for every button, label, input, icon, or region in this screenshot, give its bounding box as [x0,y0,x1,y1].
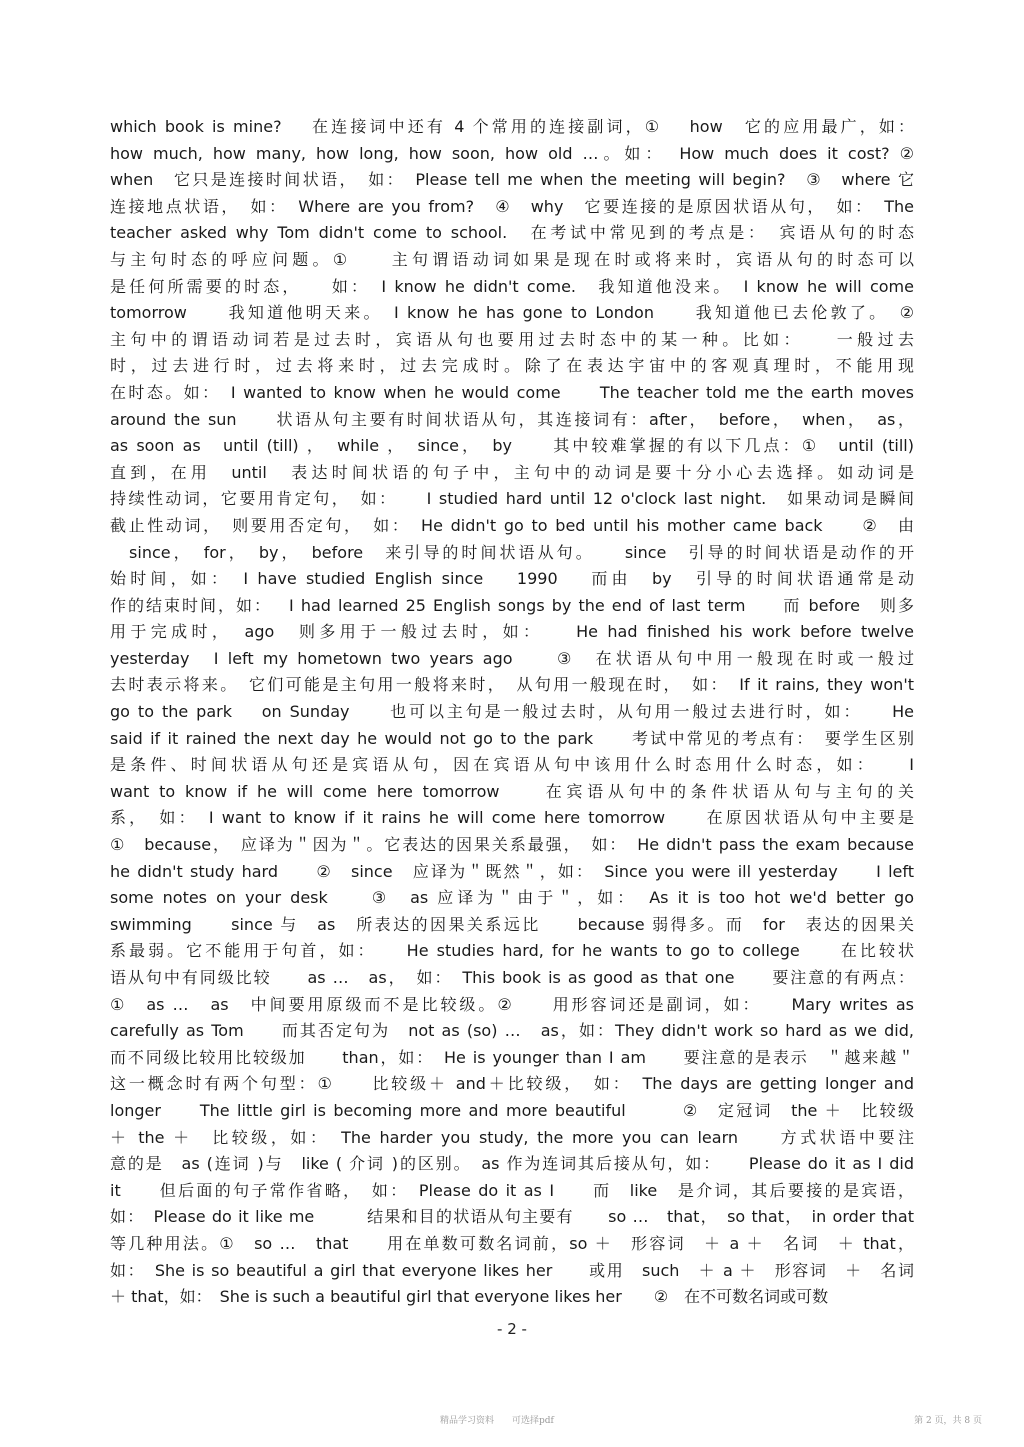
text-line: ① as … as 中间要用原级而不是比较级。② 用形容词还是副词，如： Mary writes as [110,994,914,1014]
text-line: said if it rained the next day he would not go to the park 考试中常见的考点有： 要学生区别 [110,728,914,748]
text-line: 用于完成时， ago 则多用于一般过去时，如： He had finished his work before twelve [110,622,914,642]
text-line: since， for， by， before 来引导的时间状语从句。 since 引导的时间状语是动作的开 [110,542,914,562]
text-line: 与主句时态的呼应问题。① 主句谓语动词如果是现在时或将来时，宾语从句的时态可以 [110,249,914,269]
text-line: 时，过去进行时，过去将来时，过去完成时。除了在表达宇宙中的客观真理时，不能用现 [110,356,914,376]
text-line: ＋ that，如： She is such a beautiful girl that everyone likes her ② 在不可数名词或可数 [110,1287,829,1307]
text-line: 等几种用法。① so … that 用在单数可数名词前，so ＋ 形容词 ＋ a ＋ 名词 ＋ that， [110,1233,914,1253]
text-line: carefully as Tom 而其否定句为 not as (so) … as，如：They didn't work so hard as we did, [110,1021,914,1041]
text-line: 系， 如： I want to know if it rains he will come here tomorrow 在原因状语从句中主要是 [110,808,914,828]
text-line: it 但后面的句子常作省略， 如： Please do it as I 而 like 是介词，其后要接的是宾语， [110,1180,914,1200]
text-line: 是任何所需要的时态， 如： I know he didn't come. 我知道他没来。 I know he will come [110,276,914,296]
text-line: ① because， 应译为＂因为＂。它表达的因果关系最强， 如： He didn't pass the exam because [110,835,914,855]
text-line: 如： She is so beautiful a girl that everyone likes her 或用 such ＋ a ＋ 形容词 ＋ 名词 [110,1260,914,1280]
text-line: 直到，在用 until 表达时间状语的句子中，主句中的动词是要十分小心去选择。如动词是 [110,462,914,482]
text-line: swimming since 与 as 所表达的因果关系远比 because 弱得多。而 for 表达的因果关 [110,914,914,934]
text-line: 截止性动词， 则要用否定句， 如： He didn't go to bed until his mother came back ② 由 [110,515,914,535]
text-line: go to the park on Sunday 也可以主句是一般过去时，从句用一般过去进行时，如： He [110,702,914,722]
text-line: 而不同级比较用比较级加 than，如： He is younger than I am 要注意的是表示 ＂越来越＂ [110,1047,914,1067]
text-line: when 它只是连接时间状语， 如： Please tell me when the meeting will begin? ③ where 它 [110,170,914,190]
text-line: 始时间，如： I have studied English since 1990 而由 by 引导的时间状语通常是动 [110,569,914,589]
text-line: 是条件、时间状语从句还是宾语从句，因在宾语从句中该用什么时态用什么时态，如： I [110,755,914,775]
text-line: ＋ the ＋ 比较级，如： The harder you study, the more you can learn 方式状语中要注 [110,1127,914,1147]
text-line: 作的结束时间，如： I had learned 25 English songs by the end of last term 而 before 则多 [110,595,914,615]
text-line: yesterday I left my hometown two years ago ③ 在状语从句中用一般现在时或一般过 [110,648,914,668]
text-line: longer The little girl is becoming more and more beautiful ② 定冠词 the ＋ 比较级 [110,1100,914,1120]
text-line: he didn't study hard ② since 应译为＂既然＂，如： Since you were ill yesterday I left [110,861,914,881]
text-line: 语从句中有同级比较 as … as， 如： This book is as good as that one 要注意的有两点： [110,968,914,987]
text-line: tomorrow 我知道他明天来。 I know he has gone to London 我知道他已去伦敦了。 ② [110,303,914,323]
text-line: 持续性动词，它要用肯定句， 如： I studied hard until 12 o'clock last night. 如果动词是瞬间 [110,489,914,509]
text-line: 如： Please do it like me 结果和目的状语从句主要有 so … that， so that， in order that [110,1207,914,1227]
text-line: 这一概念时有两个句型：① 比较级＋ and＋比较级， 如： The days are getting longer and [110,1074,914,1094]
text-line: 去时表示将来。 它们可能是主句用一般将来时， 从句用一般现在时， 如： If it rains, they won't [110,675,914,695]
footer-watermark-text: 精品学习资料 可选择pdf [440,1416,554,1426]
text-line: 连接地点状语， 如： Where are you from? ④ why 它要连接的是原因状语从句， 如： The [110,196,914,216]
text-line: which book is mine? 在连接词中还有 4 个常用的连接副词，① how 它的应用最广，如： [110,117,914,136]
text-line: 意的是 as (连词 )与 like ( 介词 )的区别。 as 作为连词其后接从句，如： Please do it as I did [110,1154,914,1174]
text-line: teacher asked why Tom didn't come to school. 在考试中常见到的考点是： 宾语从句的时态 [110,223,914,243]
text-line: around the sun 状语从句主要有时间状语从句，其连接词有：after， before， when， as， [110,409,914,429]
text-line: want to know if he will come here tomorrow 在宾语从句中的条件状语从句与主句的关 [110,781,914,801]
footer-page-indicator: 第 2 页，共 8 页 [914,1416,982,1426]
text-line: how much, how many, how long, how soon, how old …。如： How much does it cost? ② [110,143,914,163]
text-line: some notes on your desk ③ as 应译为＂由于＂，如： As it is too hot we'd better go [110,888,914,908]
text-line: as soon as until (till) ， while ， since， by 其中较难掌握的有以下几点：① until (till) [110,436,914,456]
text-line: 系最弱。它不能用于句首，如： He studies hard, for he wants to go to college 在比较状 [110,941,914,961]
text-line: 在时态。如： I wanted to know when he would come The teacher told me the earth moves [110,382,914,402]
page-number: - 2 - [497,1320,527,1338]
text-line: 主句中的谓语动词若是过去时，宾语从句也要用过去时态中的某一种。比如： 一般过去 [110,329,914,349]
body-text [110,114,914,1311]
